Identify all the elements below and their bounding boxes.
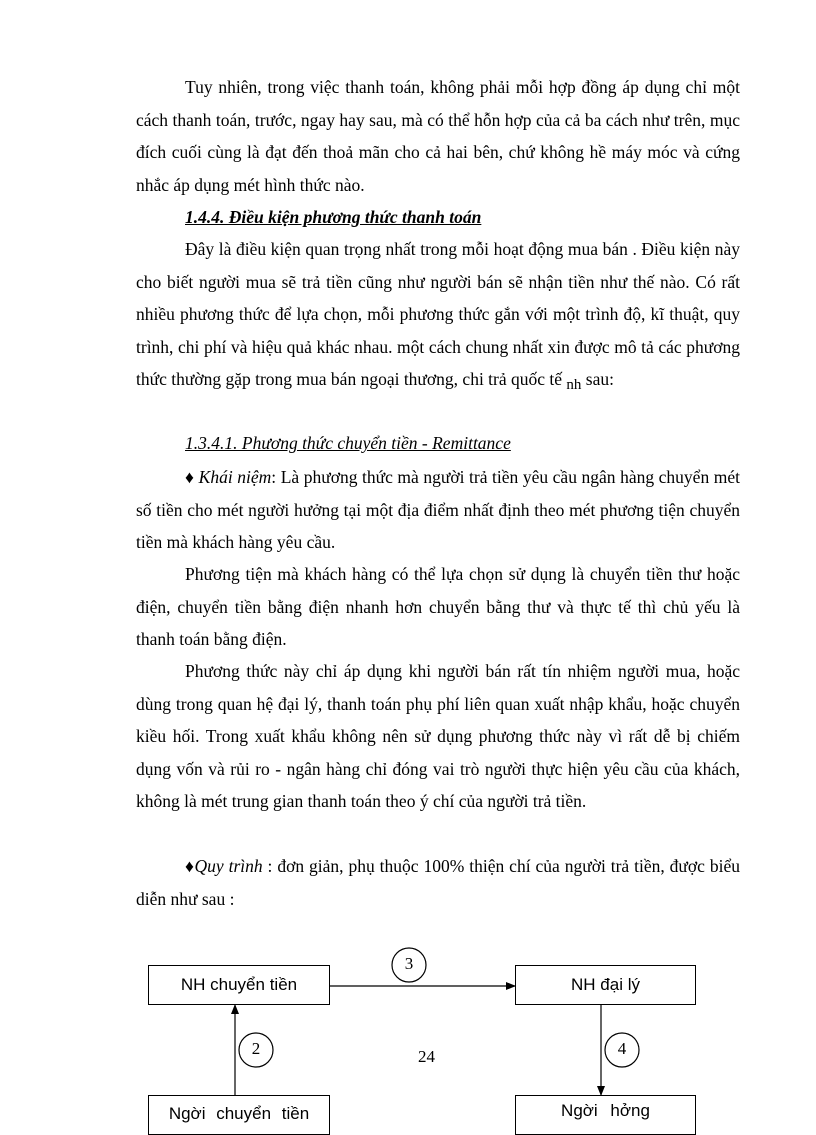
subsection-heading-1-3-4-1: 1.3.4.1. Phương thức chuyển tiền - Remittance (185, 433, 511, 453)
procedure-text: : đơn giản, phụ thuộc 100% thiện chí của người trả tiền, được biểu diễn như sau : (136, 856, 741, 909)
paragraph-payment-mix: Tuy nhiên, trong việc thanh toán, không phải mỗi hợp đồng áp dụng chỉ một cách thanh toán, trước, ngay hay sau, mà có thể hỗn hợp của cả ba cách như trên, mục đích cuối cùng là đạt đến thoả mãn cho cả hai bên, chứ không hề máy móc và cứng nhắc áp dụng mét hình thức nào. (136, 77, 740, 195)
box-beneficiary: Ngời hởng (515, 1095, 696, 1135)
paragraph-usage-conditions: Phương thức này chỉ áp dụng khi người bán rất tín nhiệm người mua, hoặc dùng trong quan hệ đại lý, thanh toán phụ phí liên quan xuất nhập khẩu, hoặc chuyển kiều hối. Trong xuất khẩu không nên sử dụng phương thức này vì rất dễ bị chiếm dụng vốn và rủi ro - ngân hàng chỉ đóng vai trò người thực hiện yêu cầu của khách, không là mét trung gian thanh toán theo ý chí của người trả tiền. (136, 661, 740, 811)
concept-label: ♦ Khái niệm (185, 467, 272, 487)
step-4-label: 4 (617, 1039, 627, 1058)
remittance-flow-diagram (0, 940, 816, 1123)
box-remitting-bank: NH chuyển tiền (148, 965, 330, 1005)
paragraph-payment-conditions-text: Đây là điều kiện quan trọng nhất trong mỗi hoạt động mua bán . Điều kiện này cho biết người mua sẽ trả tiền cũng như người bán sẽ nhận tiền như thế nào. Có rất nhiều phương thức để lựa chọn, mỗi phương thức gắn với một trình độ, kĩ thuật, quy trình, chi phí và hiệu quả khác nhau. một cách chung nhất xin được mô tả các phương thức thường gặp trong mua bán ngoại thương, chi trả quốc tế (136, 239, 740, 389)
box-agent-bank: NH đại lý (515, 965, 696, 1005)
section-heading-1-4-4: 1.4.4. Điều kiện phương thức thanh toán (185, 207, 482, 227)
box-remitter: Ngời chuyển tiền (148, 1095, 330, 1135)
paragraph-procedure (136, 850, 740, 915)
paragraph-payment-conditions (136, 233, 740, 398)
stray-fragment-nh: nh (566, 377, 582, 393)
paragraph-payment-conditions-end: sau: (581, 369, 614, 389)
step-3-label: 3 (404, 954, 414, 973)
page-number: 24 (418, 1047, 435, 1066)
step-2-label: 2 (251, 1039, 261, 1058)
paragraph-concept (136, 461, 740, 559)
paragraph-transfer-means: Phương tiện mà khách hàng có thể lựa chọn sử dụng là chuyển tiền thư hoặc điện, chuyển tiền bằng điện nhanh hơn chuyển bằng thư và thực tế thì chủ yếu là thanh toán bằng điện. (136, 564, 740, 649)
concept-text: : Là phương thức mà người trả tiền yêu cầu ngân hàng chuyển mét số tiền cho mét người hưởng tại một địa điểm nhất định theo mét phương tiện chuyển tiền mà khách hàng yêu cầu. (136, 467, 740, 552)
procedure-label: ♦Quy trình (185, 856, 263, 876)
